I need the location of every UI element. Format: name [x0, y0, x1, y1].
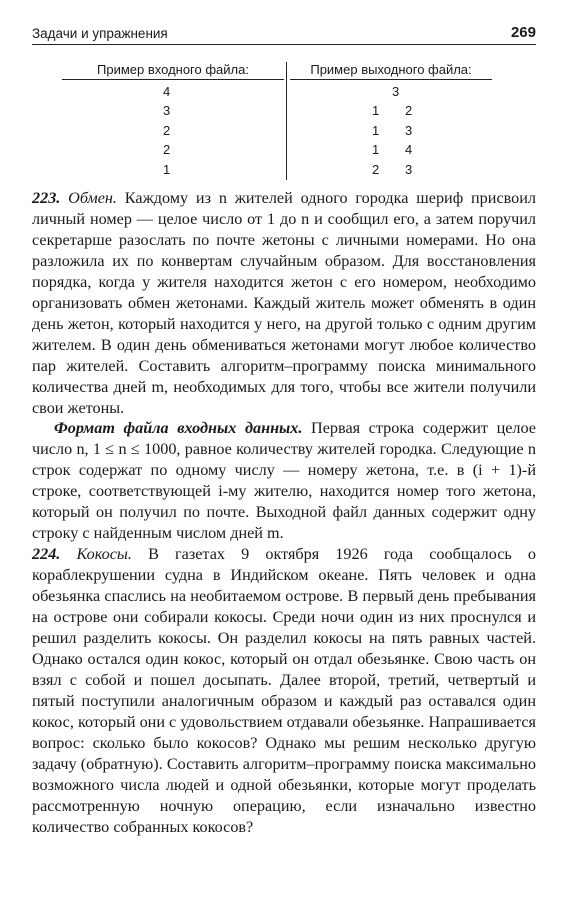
output-line	[290, 101, 492, 120]
problem-224-paragraph	[32, 544, 536, 837]
output-line	[290, 160, 492, 179]
input-line	[62, 121, 284, 140]
problem-text	[32, 188, 536, 838]
output-line	[290, 121, 492, 140]
output-value: 3	[392, 84, 400, 99]
problem-223-title: Обмен.	[68, 189, 117, 207]
input-line	[62, 160, 284, 179]
output-value: 1	[372, 103, 380, 119]
output-value: 4	[405, 142, 413, 158]
io-example-table	[62, 62, 492, 184]
problem-224-number: 224.	[32, 545, 61, 564]
problem-224-title: Кокосы.	[76, 545, 132, 564]
output-value: 2	[405, 103, 413, 119]
problem-223-paragraph	[32, 188, 536, 418]
input-value: 4	[163, 84, 171, 99]
input-format-label: Формат файла входных данных.	[54, 419, 303, 438]
problem-223-number: 223.	[32, 189, 61, 207]
page-number: 269	[510, 24, 536, 41]
output-example-title: Пример выходного файла:	[290, 62, 492, 80]
input-value: 2	[163, 142, 171, 158]
running-head	[32, 24, 536, 44]
header-rule	[32, 44, 536, 45]
input-line	[62, 101, 284, 120]
output-value: 1	[372, 122, 380, 138]
output-value: 2	[372, 161, 380, 177]
input-value: 1	[163, 161, 171, 177]
problem-224-body: В газетах 9 октября 1926 года сообщалось о кораблекрушении судна в Индийском океане. Пять человек и одна обезьянка спаслись на необитаемом острове. В первый день пребывания на острове они собирали кокосы. Среди ночи один из них проснулся и решил разделить кокосы. Он разделил кокосы на пять равных частей. Однако остался один кокос, который он отдал обезьянке. Свою часть он взял с собой и пошел досыпать. Далее второй, третий, четвертый и пятый поступили аналогичным образом и каждый раз оставался один кокос, который они с удовольствием отдавали обезьянке. Напрашивается вопрос: сколько было кокосов? Однако мы решим несколько другую задачу (обратную). Составить алгоритм–программу поиска максимально возможного числа людей и одной обезьянки, которые могут проделать рассмотренную ночную операцию, если изначально известно количество собранных кокосов?	[32, 545, 537, 836]
output-value: 3	[405, 161, 413, 177]
output-line	[290, 82, 492, 101]
output-value: 3	[405, 122, 413, 138]
input-example-lines	[62, 82, 284, 179]
problem-223-format-paragraph	[32, 418, 536, 544]
column-divider	[286, 62, 287, 180]
output-value: 1	[372, 142, 380, 158]
input-example-title: Пример входного файла:	[62, 62, 284, 80]
input-line	[62, 82, 284, 101]
input-value: 2	[163, 122, 171, 138]
input-format-text: Первая строка содержит целое число n, 1 ≤ n ≤ 1000, равное количеству жителей городка. Следующие n строк содержат по одному числу — номеру жетона, т.е. в (i + 1)-й строке, соответствующей i-му жителю, находится номер того жетона, который он получил по почте. Выходной файл данных содержит одну строку с найденным числом дней m.	[32, 419, 536, 543]
input-value: 3	[163, 103, 171, 119]
input-line	[62, 140, 284, 159]
output-example-column	[290, 62, 492, 179]
output-example-lines	[290, 82, 492, 179]
input-example-column	[62, 62, 284, 179]
section-title: Задачи и упражнения	[32, 26, 168, 41]
problem-223-body: Каждому из n жителей одного городка шериф присвоил личный номер — целое число от 1 до n и сообщил его, а затем поручил секретарше разослать по почте жетоны с личными номерами. Но она разложила их по конвертам случайным образом. Для восстановления порядка, когда у жителя находится жетон с его номером, необходимо организовать обмен жетонами. Каждый житель может обменять в один день жетон, который находится у него, на другой только с одним другим жителем. В один день обмениваться жетонами могут любое количество пар жителей. Составить алгоритм–программу поиска минимального количества дней m, необходимых для того, чтобы все жители получили свои жетоны.	[32, 189, 536, 417]
output-line	[290, 140, 492, 159]
